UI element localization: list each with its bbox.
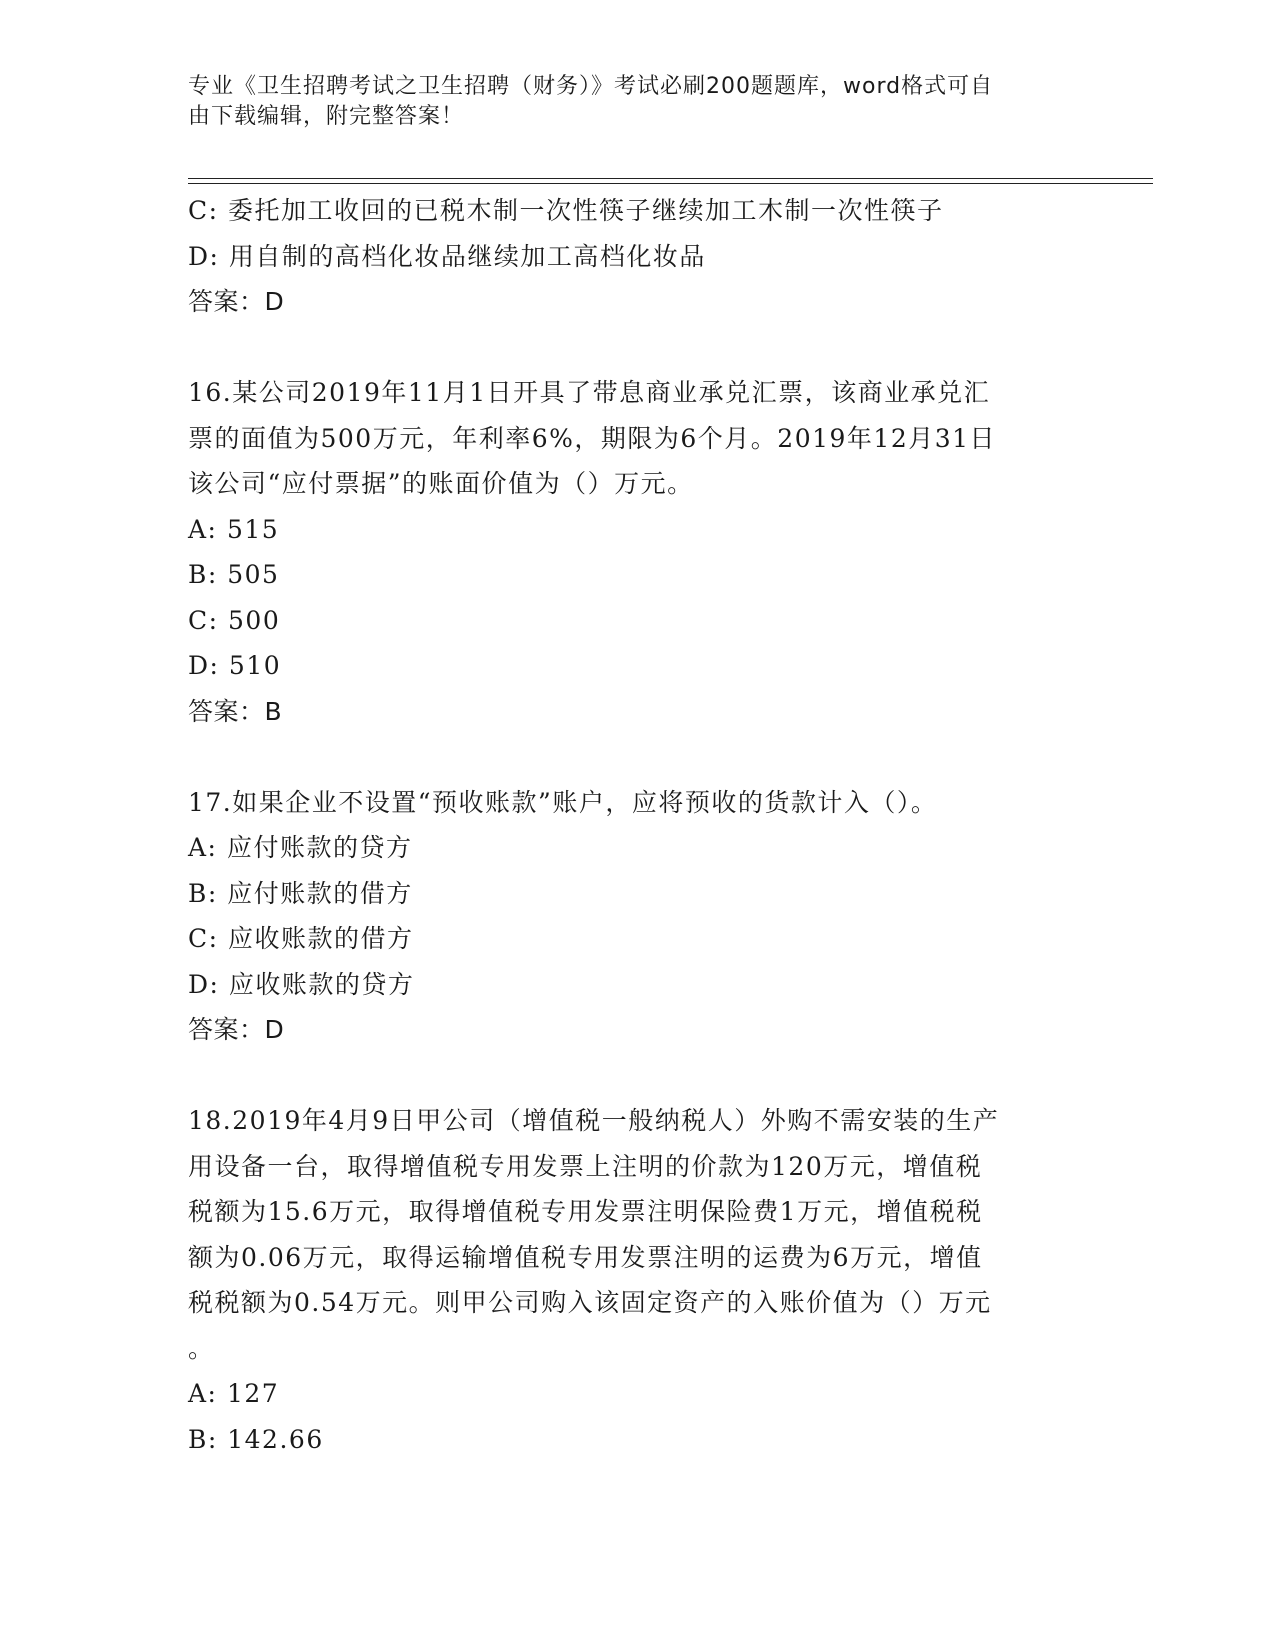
header-line-2: 由下载编辑，附完整答案！ xyxy=(188,104,465,129)
option-b: B: 应付账款的借方 xyxy=(188,878,413,908)
answer-line: 答案：D xyxy=(188,287,285,316)
question-stem-line: 税税额为0.54万元。则甲公司购入该固定资产的入账价值为（）万元 xyxy=(188,1288,992,1317)
question-stem-line: 17.如果企业不设置“预收账款”账户，应将预收的货款计入（）。 xyxy=(188,787,938,817)
previous-question-tail xyxy=(188,188,1088,325)
option-d: D: 应收账款的贷方 xyxy=(188,969,415,999)
question-stem-line: 16.某公司2019年11月1日开具了带息商业承兑汇票，该商业承兑汇 xyxy=(188,378,991,407)
question-stem-line: 用设备一台，取得增值税专用发票上注明的价款为120万元，增值税 xyxy=(188,1151,983,1181)
spacer xyxy=(188,734,1088,780)
option-c: C: 应收账款的借方 xyxy=(188,924,414,953)
answer-line: 答案：D xyxy=(188,1015,285,1044)
question-stem-line: 额为0.06万元，取得运输增值税专用发票注明的运费为6万元，增值 xyxy=(188,1242,983,1272)
header-line-1: 专业《卫生招聘考试之卫生招聘（财务）》考试必刷200题题库，word格式可自 xyxy=(188,74,994,99)
option-b: B: 505 xyxy=(188,560,280,589)
question-16 xyxy=(188,370,1088,734)
option-d: D: 510 xyxy=(188,651,282,680)
question-stem-line: 税额为15.6万元，取得增值税专用发票注明保险费1万元，增值税税 xyxy=(188,1197,983,1226)
question-stem-line: 票的面值为500万元，年利率6%，期限为6个月。2019年12月31日 xyxy=(188,423,997,453)
document-body xyxy=(188,188,1088,1462)
option-a: A: 127 xyxy=(188,1379,280,1408)
question-17 xyxy=(188,780,1088,1053)
question-stem-line: 该公司“应付票据”的账面价值为（）万元。 xyxy=(188,469,694,498)
option-d: D: 用自制的高档化妆品继续加工高档化妆品 xyxy=(188,241,706,271)
option-a: A: 应付账款的贷方 xyxy=(188,833,413,862)
option-a: A: 515 xyxy=(188,514,280,544)
spacer xyxy=(188,1053,1088,1099)
header-divider xyxy=(188,178,1153,179)
question-stem-line: 18.2019年4月9日甲公司（增值税一般纳税人）外购不需安装的生产 xyxy=(188,1106,1000,1135)
option-b: B: 142.66 xyxy=(188,1424,324,1454)
question-18 xyxy=(188,1098,1088,1462)
document-header xyxy=(188,72,1068,132)
answer-line: 答案：B xyxy=(188,696,283,726)
option-c: C: 500 xyxy=(188,605,281,635)
header-divider-secondary xyxy=(188,183,1153,184)
question-stem-line: 。 xyxy=(188,1333,215,1363)
spacer xyxy=(188,325,1088,371)
option-c: C: 委托加工收回的已税木制一次性筷子继续加工木制一次性筷子 xyxy=(188,196,944,225)
